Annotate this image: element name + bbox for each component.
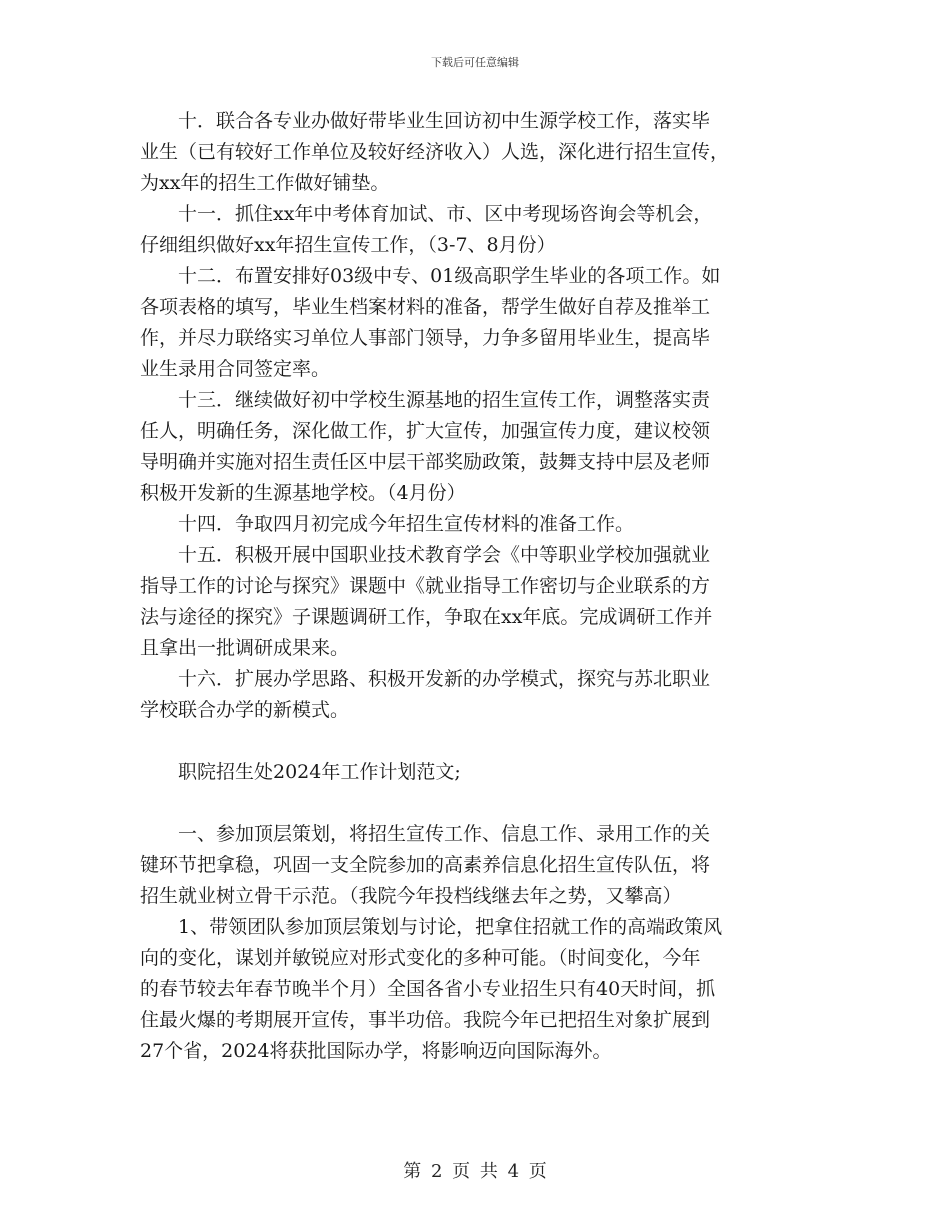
section-paragraph-1: 一、参加顶层策划，将招生宣传工作、信息工作、录用工作的关 键环节把拿稳，巩固一支全院参加的高素养信息化招生宣传队伍，将 招生就业树立骨干示范。（我院今年投档线继去年之势，又攀高） <box>140 823 711 907</box>
paragraph-12: 十二．布置安排好03级中专、01级高职学生毕业的各项工作。如 各项表格的填写，毕业生档案材料的准备，帮学生做好自荐及推举工 作，并尽力联络实习单位人事部门领导，力争多留用毕业生，提高毕 业生录用合同签定率。 <box>140 265 721 380</box>
paragraph-14: 十四．争取四月初完成今年招生宣传材料的准备工作。 <box>178 513 635 535</box>
document-body <box>140 106 812 1067</box>
section-paragraph-2: 1、带领团队参加顶层策划与讨论，把拿住招就工作的高端政策风 向的变化，谋划并敏锐应对形式变化的多种可能。（时间变化，今年 的春节较去年春节晚半个月）全国各省小专业招生只有40天时间，抓 住最火爆的考期展开宣传，事半功倍。我院今年已把招生对象扩展到 27个省，2024将获批国际办学，将影响迈向国际海外。 <box>140 916 723 1062</box>
paragraph-16: 十六．扩展办学思路、积极开发新的办学模式，探究与苏北职业 学校联合办学的新模式。 <box>140 668 711 721</box>
page-header: 下载后可任意编辑 <box>431 56 519 69</box>
page-number: 第 2 页 共 4 页 <box>403 1161 547 1182</box>
section-title: 职院招生处2024年工作计划范文; <box>178 761 461 783</box>
paragraph-15: 十五．积极开展中国职业技术教育学会《中等职业学校加强就业 指导工作的讨论与探究》课题中《就业指导工作密切与企业联系的方 法与途径的探究》子课题调研工作，争取在xx年底。完成调研工作并 且拿出一批调研成果来。 <box>140 544 713 659</box>
paragraph-11: 十一．抓住xx年中考体育加试、市、区中考现场咨询会等机会， 仔细组织做好xx年招生宣传工作，（3-7、8月份） <box>140 203 713 256</box>
paragraph-10: 十．联合各专业办做好带毕业生回访初中生源学校工作，落实毕 业生（已有较好工作单位及较好经济收入）人选，深化进行招生宣传， 为xx年的招生工作做好铺垫。 <box>140 110 730 194</box>
paragraph-13: 十三．继续做好初中学校生源基地的招生宣传工作，调整落实责 任人，明确任务，深化做工作，扩大宣传，加强宣传力度，建议校领 导明确并实施对招生责任区中层干部奖励政策，鼓舞支持中层及老师 积极开发新的生源基地学校。（4月份） <box>140 389 711 504</box>
